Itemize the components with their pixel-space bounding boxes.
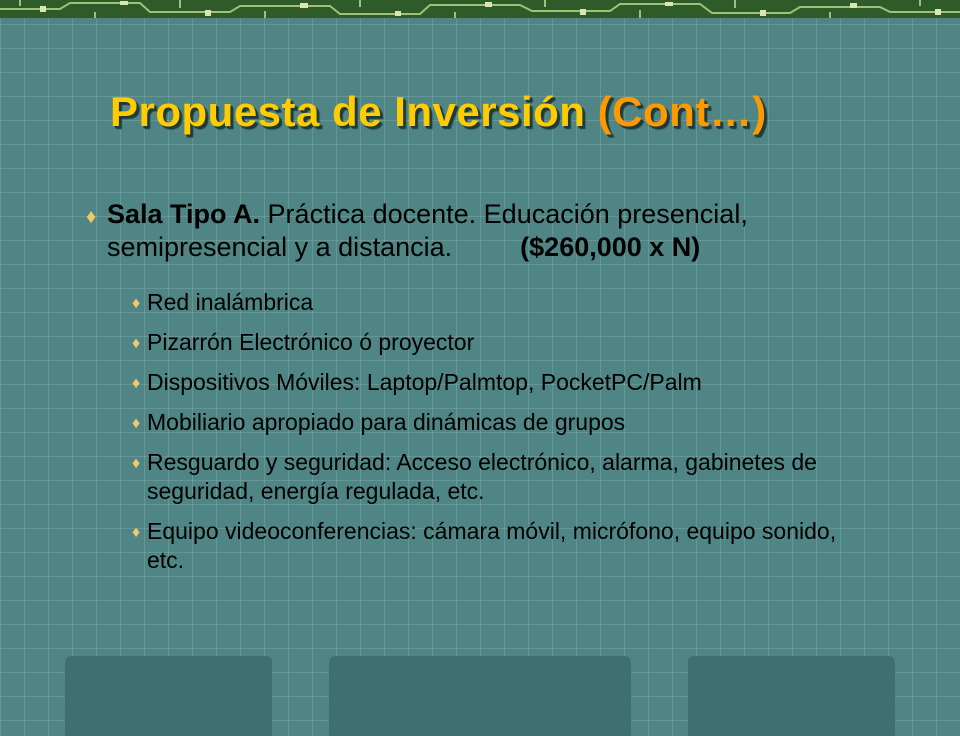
diamond-icon: ♦ bbox=[132, 335, 141, 352]
slide-title bbox=[110, 88, 767, 136]
circuit-board-banner bbox=[0, 0, 960, 18]
diamond-icon: ♦ bbox=[132, 415, 141, 432]
sub-bullet bbox=[132, 328, 852, 357]
main-bullet-lead: Sala Tipo A. bbox=[107, 199, 261, 229]
main-bullet bbox=[86, 198, 886, 264]
title-text: Propuesta de Inversión bbox=[110, 88, 586, 135]
sub-bullet bbox=[132, 448, 852, 506]
diamond-icon: ♦ bbox=[132, 455, 141, 472]
sub-bullet-text: Mobiliario apropiado para dinámicas de grupos bbox=[147, 409, 626, 435]
footer-panel-left bbox=[65, 656, 272, 736]
sub-bullet-text: Dispositivos Móviles: Laptop/Palmtop, PocketPC/Palm bbox=[147, 369, 702, 395]
sub-bullet bbox=[132, 368, 852, 397]
footer-panel-right bbox=[688, 656, 895, 736]
main-bullet-cost: ($260,000 x N) bbox=[520, 232, 701, 262]
sub-bullet-text: Resguardo y seguridad: Acceso electrónico, alarma, gabinetes de seguridad, energía regulada, etc. bbox=[147, 449, 817, 504]
main-bullet-text bbox=[107, 198, 886, 264]
main-bullet-body: Práctica docente. Educación presencial, semipresencial y a distancia. bbox=[107, 199, 748, 262]
sub-bullet bbox=[132, 408, 852, 437]
sub-bullet-list bbox=[132, 288, 852, 586]
sub-bullet bbox=[132, 288, 852, 317]
sub-bullet-text: Red inalámbrica bbox=[147, 289, 314, 315]
diamond-icon: ♦ bbox=[132, 375, 141, 392]
diamond-icon: ♦ bbox=[86, 206, 97, 228]
diamond-icon: ♦ bbox=[132, 295, 141, 312]
sub-bullet-text: Pizarrón Electrónico ó proyector bbox=[147, 329, 475, 355]
sub-bullet-text: Equipo videoconferencias: cámara móvil, micrófono, equipo sonido, etc. bbox=[147, 518, 837, 573]
diamond-icon: ♦ bbox=[132, 524, 141, 541]
footer-panel-center bbox=[329, 656, 631, 736]
sub-bullet bbox=[132, 517, 852, 575]
title-suffix: (Cont…) bbox=[597, 88, 767, 135]
